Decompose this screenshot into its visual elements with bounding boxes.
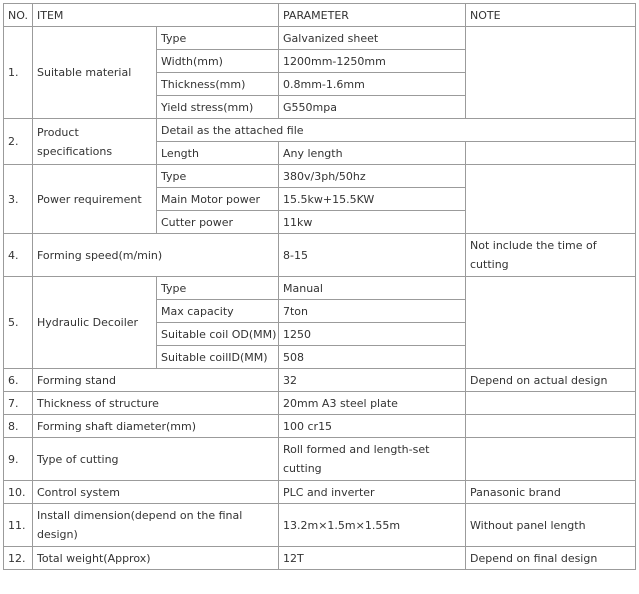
table-row: [4, 481, 636, 504]
row-number: 8.: [4, 415, 33, 438]
row-number: 6.: [4, 369, 33, 392]
detail-text: Detail as the attached file: [157, 119, 636, 142]
note-cell: Depend on final design: [466, 547, 636, 570]
note-cell: [466, 277, 636, 369]
sub-item-label: Suitable coilID(MM): [157, 346, 279, 369]
table-row: [4, 504, 636, 547]
parameter-value: 1250: [279, 323, 466, 346]
parameter-value: 380v/3ph/50hz: [279, 165, 466, 188]
item-name: Power requirement: [33, 165, 157, 234]
parameter-value: 7ton: [279, 300, 466, 323]
parameter-value: G550mpa: [279, 96, 466, 119]
parameter-value: 13.2m×1.5m×1.55m: [279, 504, 466, 547]
note-cell: [466, 415, 636, 438]
note-cell: [466, 438, 636, 481]
parameter-value: 11kw: [279, 211, 466, 234]
sub-item-label: Suitable coil OD(MM): [157, 323, 279, 346]
parameter-value: PLC and inverter: [279, 481, 466, 504]
header-item: ITEM: [33, 4, 279, 27]
sub-item-label: Type: [157, 165, 279, 188]
table-row: [4, 27, 636, 50]
parameter-value: 32: [279, 369, 466, 392]
item-name: Forming shaft diameter(mm): [33, 415, 279, 438]
sub-item-label: Thickness(mm): [157, 73, 279, 96]
item-name: Forming stand: [33, 369, 279, 392]
parameter-value: 12T: [279, 547, 466, 570]
table-row: [4, 547, 636, 570]
table-row: [4, 165, 636, 188]
table-row: [4, 277, 636, 300]
header-parameter: PARAMETER: [279, 4, 466, 27]
row-number: 12.: [4, 547, 33, 570]
item-name: Thickness of structure: [33, 392, 279, 415]
row-number: 2.: [4, 119, 33, 165]
item-name: Suitable material: [33, 27, 157, 119]
sub-item-label: Cutter power: [157, 211, 279, 234]
table-row: [4, 234, 636, 277]
row-number: 1.: [4, 27, 33, 119]
item-name: Install dimension(depend on the final design): [33, 504, 279, 547]
item-name: Forming speed(m/min): [33, 234, 279, 277]
parameter-value: 20mm A3 steel plate: [279, 392, 466, 415]
parameter-value: Any length: [279, 142, 466, 165]
table-row: [4, 415, 636, 438]
row-number: 9.: [4, 438, 33, 481]
header-row: [4, 4, 636, 27]
item-name: Total weight(Approx): [33, 547, 279, 570]
parameter-value: 0.8mm-1.6mm: [279, 73, 466, 96]
header-no: NO.: [4, 4, 33, 27]
note-cell: Without panel length: [466, 504, 636, 547]
item-name: Type of cutting: [33, 438, 279, 481]
row-number: 10.: [4, 481, 33, 504]
item-name: Hydraulic Decoiler: [33, 277, 157, 369]
note-cell: Panasonic brand: [466, 481, 636, 504]
parameter-value: Manual: [279, 277, 466, 300]
row-number: 5.: [4, 277, 33, 369]
note-cell: Depend on actual design: [466, 369, 636, 392]
sub-item-label: Max capacity: [157, 300, 279, 323]
row-number: 7.: [4, 392, 33, 415]
sub-item-label: Main Motor power: [157, 188, 279, 211]
row-number: 4.: [4, 234, 33, 277]
parameter-value: 8-15: [279, 234, 466, 277]
table-row: [4, 119, 636, 142]
note-cell: [466, 392, 636, 415]
parameter-value: 1200mm-1250mm: [279, 50, 466, 73]
sub-item-label: Type: [157, 277, 279, 300]
row-number: 11.: [4, 504, 33, 547]
item-name: Product specifications: [33, 119, 157, 165]
sub-item-label: Width(mm): [157, 50, 279, 73]
parameter-value: 15.5kw+15.5KW: [279, 188, 466, 211]
parameter-value: 100 cr15: [279, 415, 466, 438]
note-cell: Not include the time of cutting: [466, 234, 636, 277]
header-note: NOTE: [466, 4, 636, 27]
sub-item-label: Length: [157, 142, 279, 165]
note-cell: [466, 165, 636, 234]
parameter-value: 508: [279, 346, 466, 369]
sub-item-label: Yield stress(mm): [157, 96, 279, 119]
specification-table: [3, 3, 636, 570]
table-row: [4, 438, 636, 481]
table-row: [4, 392, 636, 415]
note-cell: [466, 27, 636, 119]
note-cell: [466, 142, 636, 165]
table-row: [4, 369, 636, 392]
sub-item-label: Type: [157, 27, 279, 50]
row-number: 3.: [4, 165, 33, 234]
parameter-value: Galvanized sheet: [279, 27, 466, 50]
parameter-value: Roll formed and length-set cutting: [279, 438, 466, 481]
item-name: Control system: [33, 481, 279, 504]
